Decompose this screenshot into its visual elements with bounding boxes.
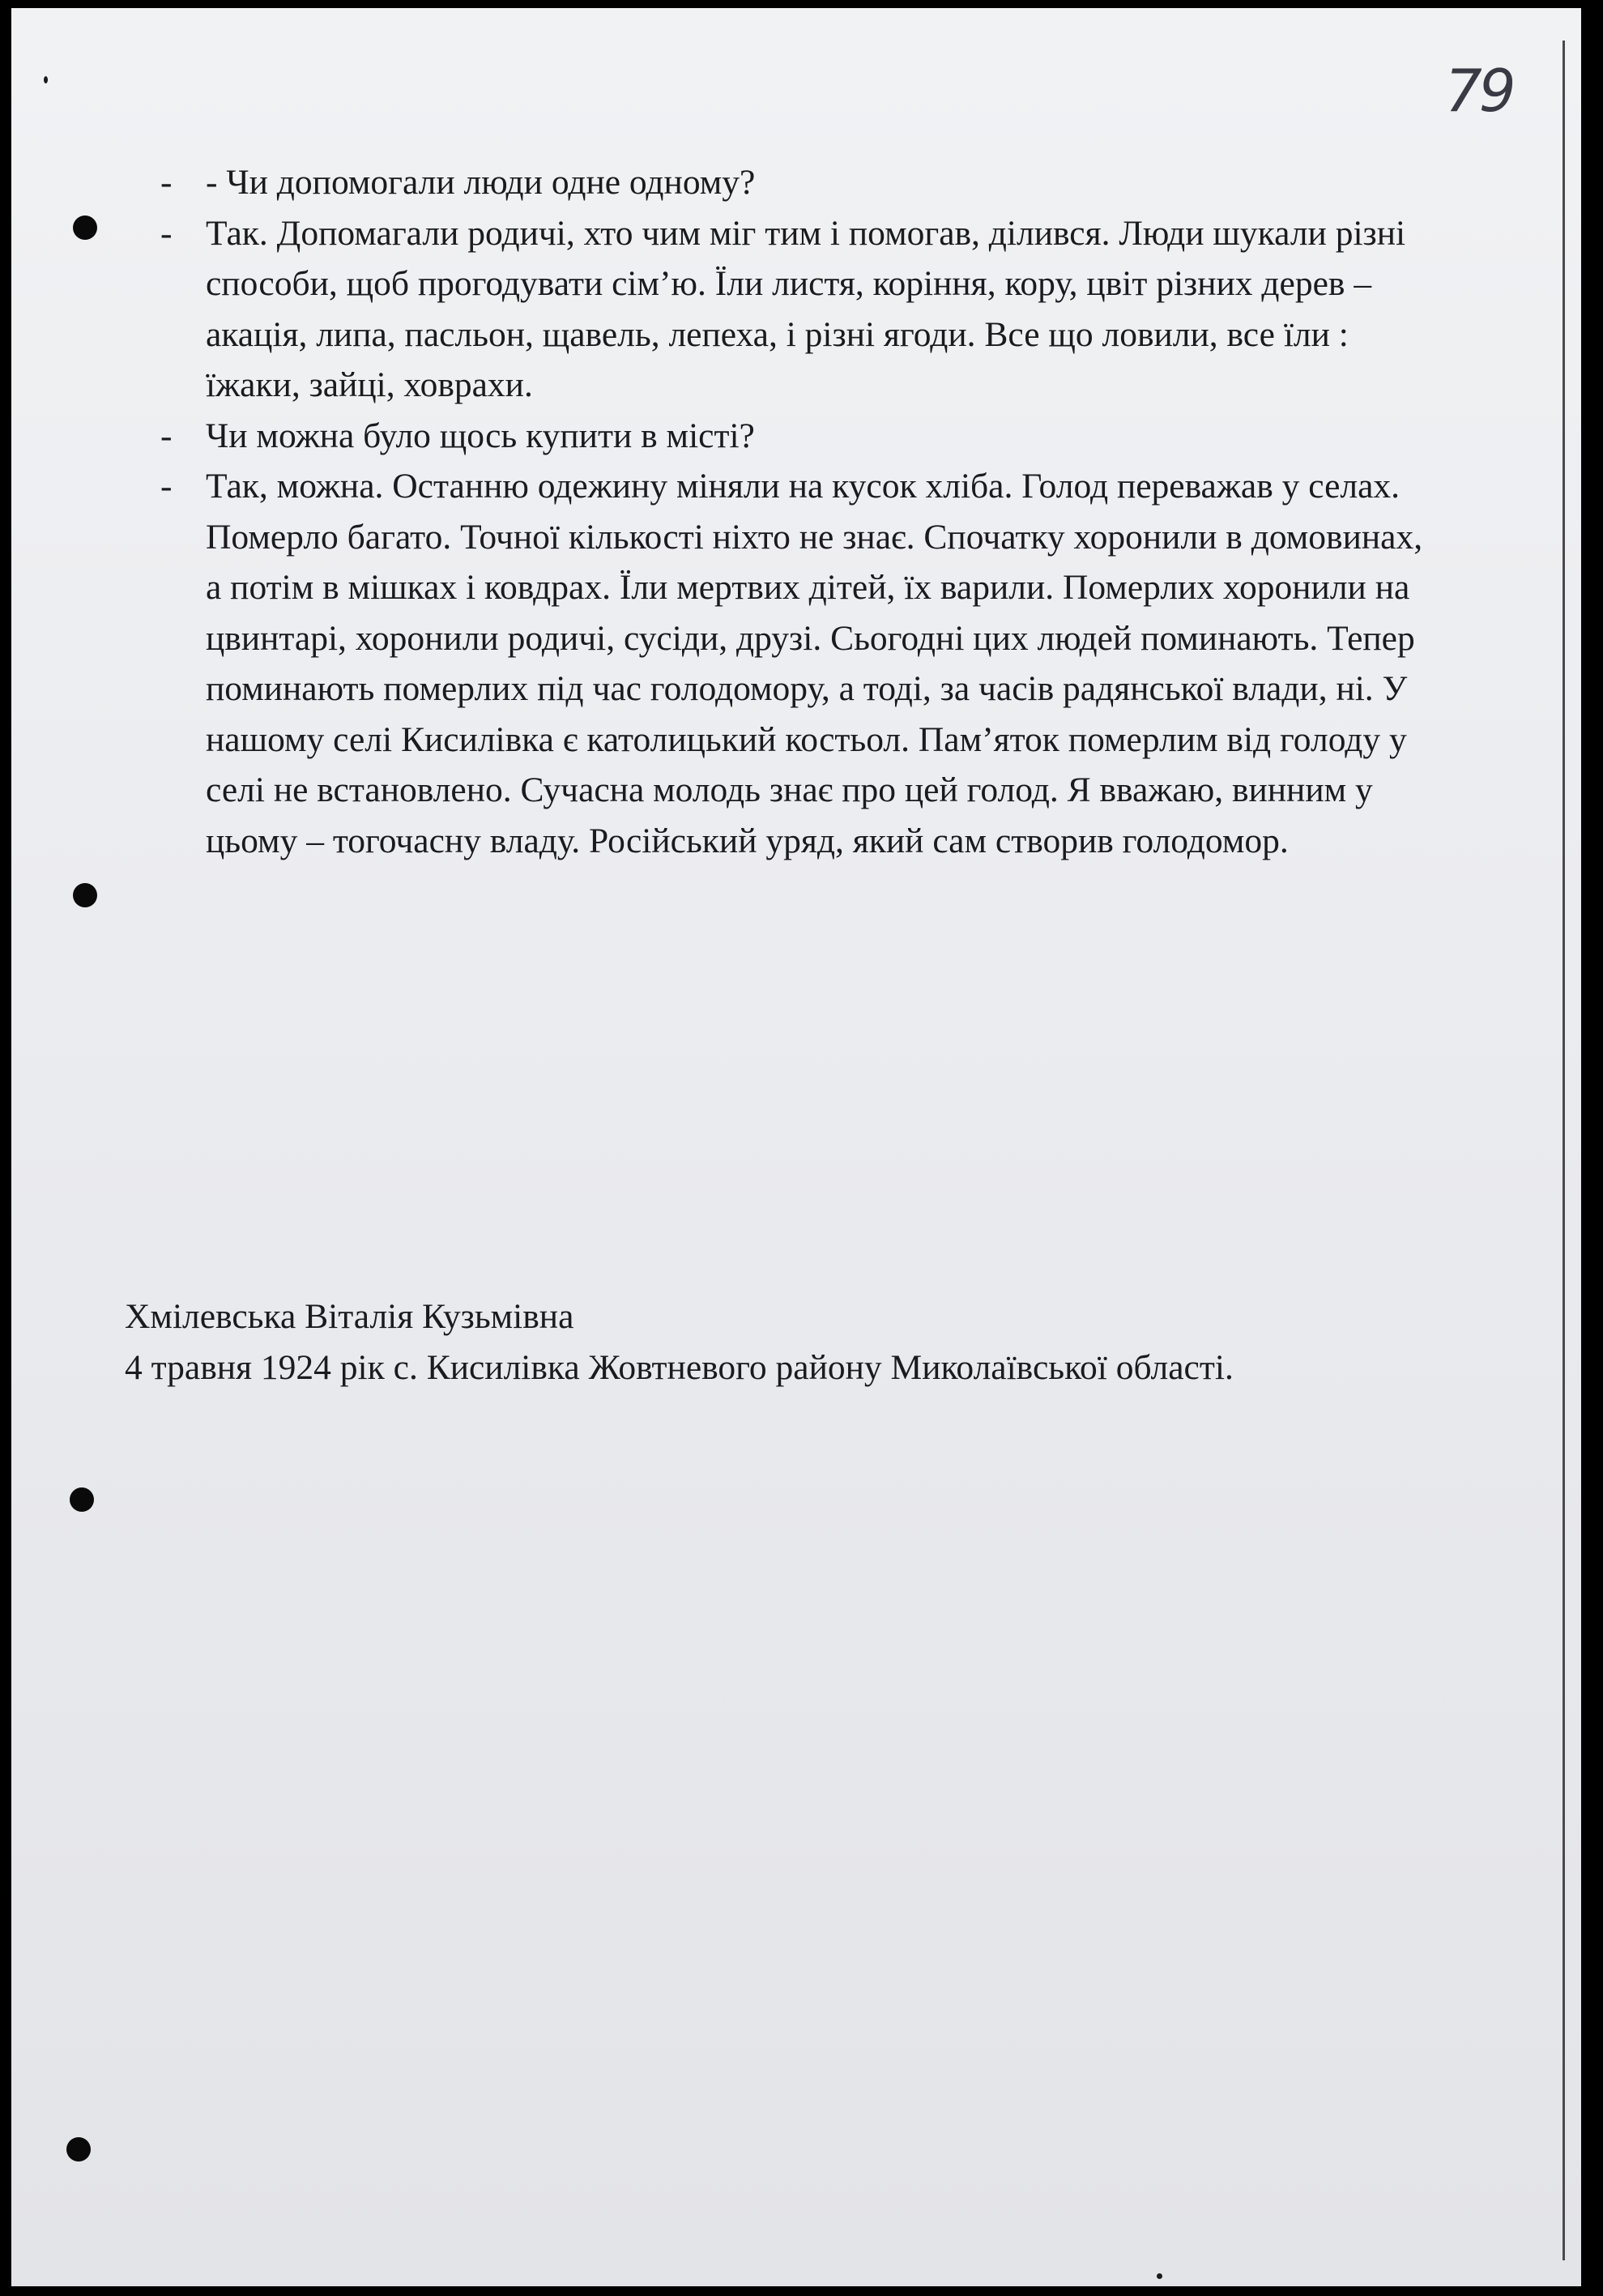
answer-text: Так. Допомагали родичі, хто чим міг тим і помогав, ділився. Люди шукали різні способи, щоб прогодувати сім’ю. Їли листя, коріння, кору, цвіт різних дерев – акація, липа, пасльон, щавель, лепеха, і різні ягоди. Все що ловили, все їли : їжаки, зайці, ховрахи. [206, 213, 1406, 404]
question-text: Чи можна було щось купити в місті? [206, 416, 755, 455]
dash-marker: - [160, 213, 173, 253]
document-page [11, 8, 1581, 2286]
answer-text: Так, можна. Останню одежину міняли на кусок хліба. Голод переважав у селах. Померло багато. Точної кількості ніхто не знає. Спочатку хоронили в домовинах, а потім в мішках і ковдрах. Їли мертвих дітей, їх варили. Померлих хоронили на цвинтарі, хоронили родичі, сусіди, друзі. Сьогодні цих людей поминають. Тепер поминають померлих під час голодомору, а тоді, за часів радянської влади, ні. У нашому селі Кисилівка є католицький костьол. Пам’яток померлим від голоду у селі не встановлено. Сучасна молодь знає про цей голод. Я вважаю, винним у цьому – тогочасну владу. Російський уряд, який сам створив голодомор. [206, 467, 1423, 860]
punch-hole [73, 883, 97, 907]
question-line [11, 411, 1581, 462]
question-line [11, 157, 1581, 208]
respondent-info [125, 1291, 1388, 1393]
respondent-birth-info: 4 травня 1924 рік с. Кисилівка Жовтневого району Миколаївської області. [125, 1347, 1234, 1387]
dash-marker: - [160, 467, 173, 506]
dash-marker: - [160, 163, 173, 202]
dash-marker: - [160, 416, 173, 455]
ink-speck [44, 76, 48, 83]
punch-hole [66, 2137, 91, 2162]
interview-dialogue [11, 157, 1581, 866]
ink-speck [1157, 2273, 1162, 2279]
respondent-name: Хмілевська Віталія Кузьмівна [125, 1297, 574, 1336]
answer-line [11, 461, 1581, 866]
answer-line [11, 208, 1581, 411]
punch-hole [70, 1487, 94, 1512]
question-text: - Чи допомогали люди одне одному? [206, 163, 756, 202]
page-number: 79 [1445, 57, 1513, 125]
